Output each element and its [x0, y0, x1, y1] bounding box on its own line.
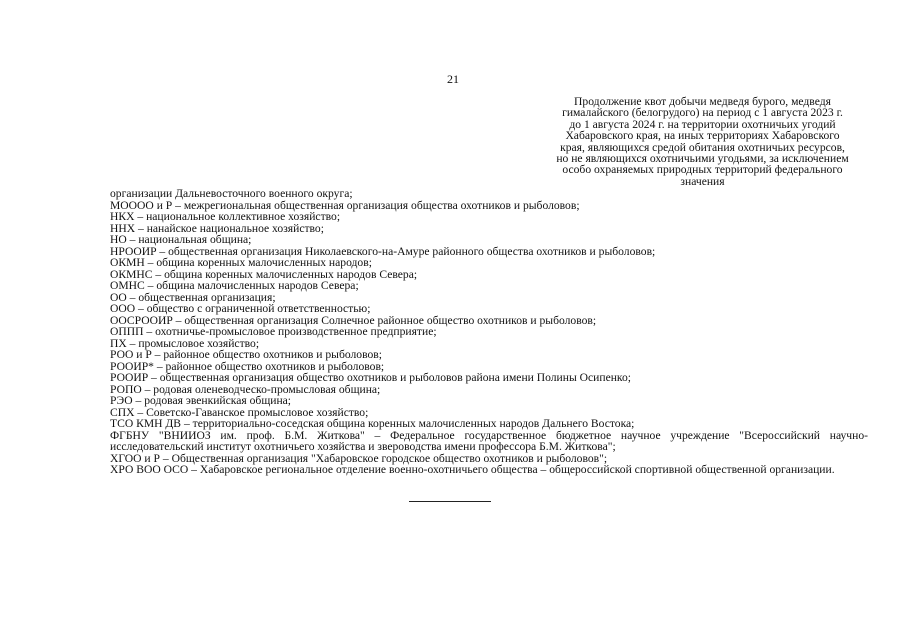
abbreviation-entry: ННХ – нанайское национальное хозяйство;: [110, 221, 324, 235]
abbreviation-entry: НКХ – национальное коллективное хозяйство;: [110, 210, 341, 223]
abbreviation-entry: ОКМН – община коренных малочисленных народов;: [110, 256, 372, 269]
abbreviation-entry: СПХ – Советско-Гаванское промысловое хозяйство;: [110, 405, 369, 419]
abbreviation-entry: НРООИР – общественная организация Николаевского-на-Амуре районного общества охотников и рыболовов;: [110, 244, 656, 258]
abbreviation-entry: ОМНС – община малочисленных народов Севера;: [110, 279, 359, 292]
abbreviation-entry: ХРО ВОО ОСО – Хабаровское региональное отделение военно-охотничьего общества – общероссийской спортивной общественной организации.: [110, 463, 835, 476]
abbreviation-entry: РЭО – родовая эвенкийская община;: [110, 394, 292, 407]
abbreviation-entry: организации Дальневосточного военного округа;: [110, 187, 353, 200]
heading-line: значения: [680, 174, 725, 188]
heading-line: но не являющихся охотничьими угодьями, за исключением: [556, 152, 849, 166]
heading-line: Хабаровского края, на иных территориях Хабаровского: [565, 129, 840, 143]
heading-line: до 1 августа 2024 г. на территории охотничьих угодий: [569, 117, 836, 131]
abbreviation-entry: ХГОО и Р – Общественная организация "Хабаровское городское общество охотников и рыболовов";: [110, 451, 608, 465]
heading-line: края, являющихся средой обитания охотничьих ресурсов,: [560, 140, 845, 154]
abbreviation-entry: МОООО и Р – межрегиональная общественная организация общества охотников и рыболовов;: [110, 198, 580, 212]
abbreviation-entry: ТСО КМН ДВ – территориально-соседская община коренных малочисленных народов Дальнего Востока;: [110, 417, 635, 430]
heading-line: Продолжение квот добычи медведя бурого, медведя: [574, 95, 831, 108]
abbreviation-entry: ООСРООИР – общественная организация Солнечное районное общество охотников и рыболовов;: [110, 313, 597, 327]
continuation-heading: [530, 96, 875, 187]
page-number: 21: [447, 72, 459, 86]
abbreviation-entry: РООИР* – районное общество охотников и рыболовов;: [110, 359, 385, 373]
abbreviation-entry: НО – национальная община;: [110, 233, 252, 246]
abbreviation-entry: ООО – общество с ограниченной ответственностью;: [110, 302, 371, 315]
abbreviation-entry: ОППП – охотничье-промысловое производственное предприятие;: [110, 325, 437, 338]
abbreviation-entry: РООИР – общественная организация общество охотников и рыболовов района имени Полины Осипенко;: [110, 371, 631, 384]
heading-line: особо охраняемых природных территорий федерального: [562, 163, 843, 177]
abbreviation-entry: РОО и Р – районное общество охотников и рыболовов;: [110, 348, 382, 361]
closing-rule: [409, 501, 491, 502]
abbreviation-list: [110, 188, 868, 476]
abbreviation-entry: ОО – общественная организация;: [110, 290, 276, 304]
abbreviation-entry: ПХ – промысловое хозяйство;: [110, 336, 260, 350]
abbreviation-entry: ОКМНС – община коренных малочисленных народов Севера;: [110, 267, 418, 281]
abbreviation-entry: ФГБНУ "ВНИИОЗ им. проф. Б.М. Житкова" – Федеральное государственное бюджетное научное учреждение "Всероссийский научно-исследовательский институт охотничьего хозяйства и звероводства имени профессора Б.М. Житкова";: [110, 428, 868, 453]
abbreviation-entry: РОПО – родовая оленеводческо-промысловая община;: [110, 382, 381, 396]
heading-line: гималайского (белогрудого) на период с 1 августа 2023 г.: [562, 106, 843, 120]
